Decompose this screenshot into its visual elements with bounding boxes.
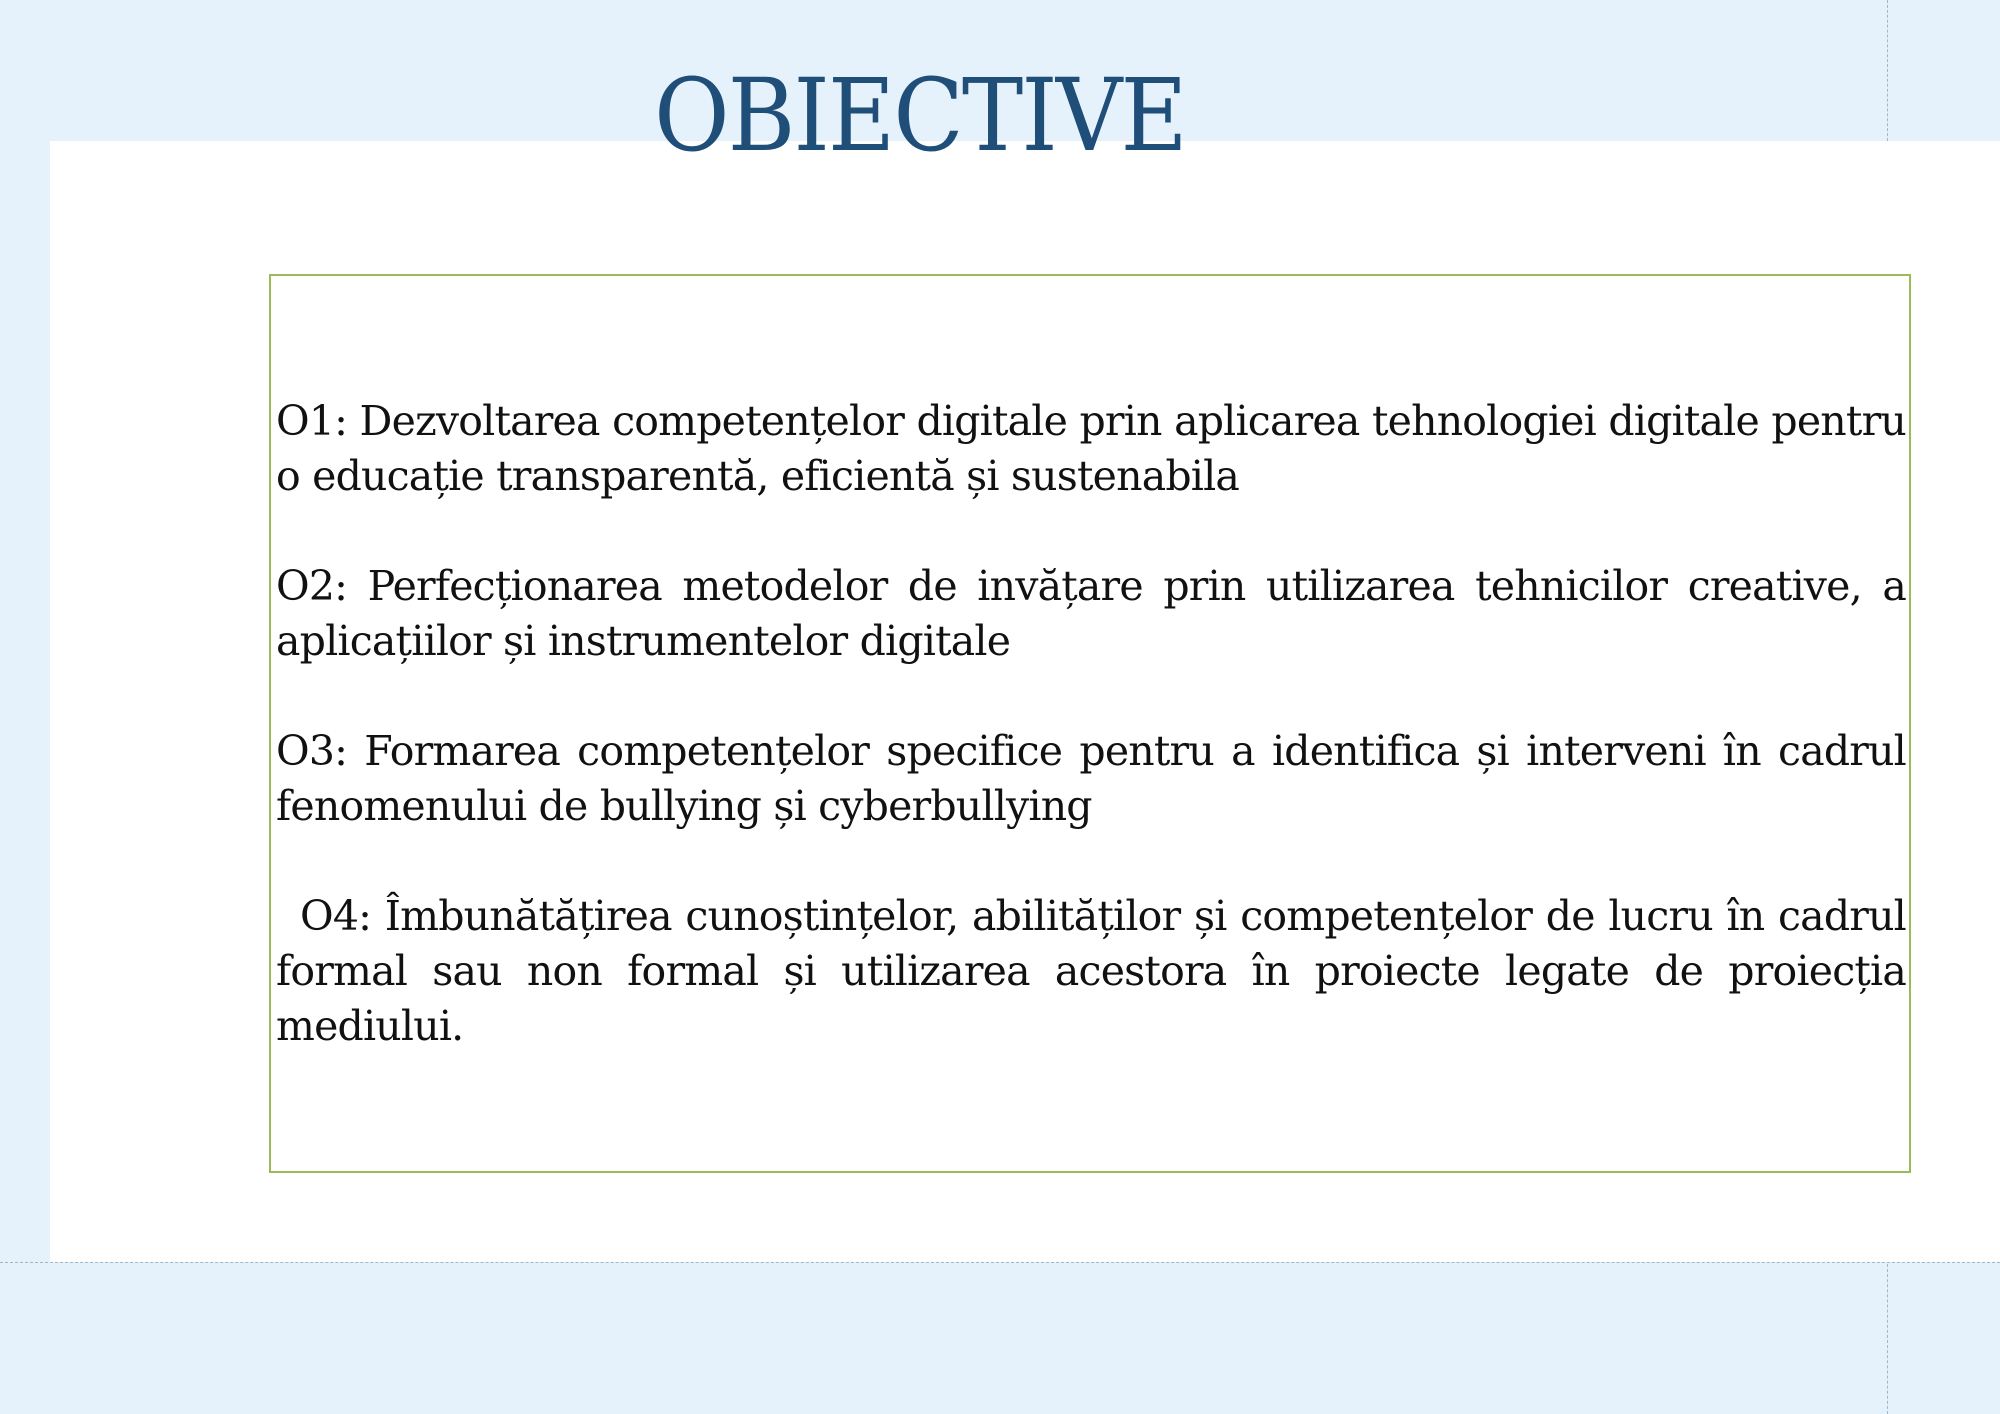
vertical-guide-line-bottom [1887,1264,1888,1414]
objectives-list[interactable] [276,394,1906,1109]
slide-title[interactable]: OBIECTIVE [654,57,1186,174]
objective-o4: O4: Îmbunătățirea cunoștințelor, abilităților și competențelor de lucru în cadrul formal sau non formal și utilizarea acestora în proiecte legate de proiecția mediului. [276,892,1906,1050]
objective-o3: O3: Formarea competențelor specifice pentru a identifica și interveni în cadrul fenomenului de bullying și cyberbullying [276,727,1906,830]
vertical-guide-line-top [1887,0,1888,141]
objective-o2: O2: Perfecționarea metodelor de invățare prin utilizarea tehnicilor creative, a aplicațiilor și instrumentelor digitale [276,562,1906,665]
objective-o1: O1: Dezvoltarea competențelor digitale prin aplicarea tehnologiei digitale pentru o educație transparentă, eficientă și sustenabila [276,397,1906,500]
horizontal-guide-line [0,1262,2000,1263]
